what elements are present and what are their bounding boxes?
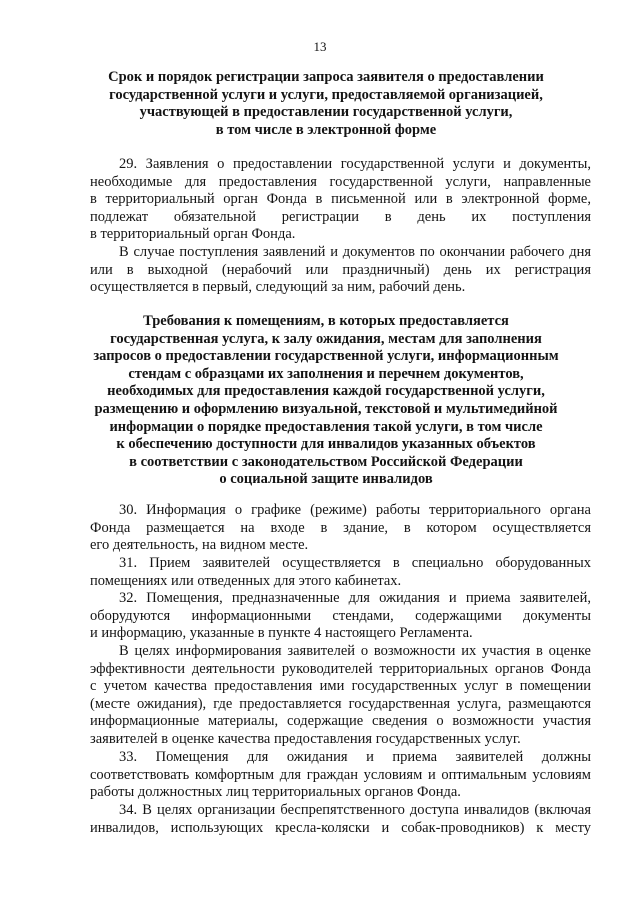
paragraph-line: оборудуются информационными стендами, содержащими документы — [90, 607, 591, 624]
heading-line: о социальной защите инвалидов — [219, 471, 433, 488]
paragraph-29 — [90, 156, 591, 244]
paragraph-line: 29. Заявления о предоставлении государственной услуги и документы, — [119, 156, 591, 172]
paragraph-line: его деятельность, на видном месте. — [90, 537, 309, 554]
page-number: 13 — [313, 39, 327, 54]
paragraph-line: или в выходной (нерабочий или праздничный) день их регистрация — [90, 261, 591, 278]
paragraph-line: эффективности деятельности руководителей территориальных органов Фонда — [90, 660, 591, 677]
heading-line: в соответствии с законодательством Российской Федерации — [129, 453, 523, 470]
paragraph-34 — [90, 802, 591, 837]
paragraph-line: В целях информирования заявителей о возможности их участия в оценке — [119, 643, 591, 659]
paragraph-line: в территориальный орган Фонда. — [90, 226, 296, 243]
heading-line: государственная услуга, к залу ожидания, местам для заполнения — [110, 330, 542, 347]
paragraph-line: В случае поступления заявлений и документов по окончании рабочего дня — [119, 244, 591, 260]
heading-line: участвующей в предоставлении государственной услуги, — [139, 104, 513, 121]
heading-line: Срок и порядок регистрации запроса заявителя о предоставлении — [108, 69, 544, 85]
section-heading-premises-requirements — [60, 313, 592, 489]
paragraph-line: 34. В целях организации беспрепятственного доступа инвалидов (включая — [119, 802, 591, 818]
heading-line: запросов о предоставлении государственной услуги, информационным — [93, 348, 559, 365]
paragraph-line: и информацию, указанные в пункте 4 настоящего Регламента. — [90, 625, 473, 642]
heading-line: размещению и оформлению визуальной, текстовой и мультимедийной — [94, 400, 558, 417]
heading-line: Требования к помещениям, в которых предоставляется — [143, 313, 509, 329]
heading-line: информации о порядке предоставления такой услуги, в том числе — [109, 418, 543, 435]
heading-line: к обеспечению доступности для инвалидов указанных объектов — [116, 436, 536, 453]
section-heading-registration — [60, 69, 592, 139]
heading-line: государственной услуги и услуги, предоставляемой организацией, — [109, 86, 543, 103]
paragraph-32 — [90, 590, 591, 643]
paragraph-line: осуществляется в первый, следующий за ним, рабочий день. — [90, 279, 466, 296]
paragraph-line: инвалидов, использующих кресла-коляски и собак-проводников) к месту — [90, 819, 591, 836]
heading-line: в том числе в электронной форме — [215, 121, 437, 138]
paragraph-line: помещениях или отведенных для этого кабинетах. — [90, 572, 402, 589]
paragraph-32-quality-assessment — [90, 643, 591, 749]
paragraph-line: необходимые для предоставления государственной услуги, направленные — [90, 173, 591, 190]
paragraph-30 — [90, 502, 591, 555]
paragraph-line: работы должностных лиц территориальных органов Фонда. — [90, 784, 461, 801]
paragraph-29-registration-timing — [90, 244, 591, 297]
paragraph-line: соответствовать комфортным для граждан условиям и оптимальным условиям — [90, 766, 591, 783]
paragraph-33 — [90, 749, 591, 802]
paragraph-line: 33. Помещения для ожидания и приема заявителей должны — [119, 749, 591, 765]
paragraph-31 — [90, 555, 591, 590]
heading-line: стендам с образцами их заполнения и перечнем документов, — [128, 365, 524, 382]
heading-line: необходимых для предоставления каждой государственной услуги, — [107, 383, 545, 400]
paragraph-line: (месте ожидания), где предоставляется государственная услуга, размещаются — [90, 695, 591, 712]
paragraph-line: 32. Помещения, предназначенные для ожидания и приема заявителей, — [119, 590, 591, 606]
paragraph-line: подлежат обязательной регистрации в день их поступления — [90, 208, 591, 225]
paragraph-line: информационные материалы, содержащие сведения о возможности участия — [90, 713, 591, 730]
paragraph-line: 30. Информация о графике (режиме) работы территориального органа — [119, 502, 591, 518]
paragraph-line: с учетом качества предоставления ими государственных услуг в помещении — [90, 678, 591, 695]
paragraph-line: заявителей в оценке качества предоставления государственных услуг. — [90, 730, 521, 747]
paragraph-line: Фонда размещается на входе в здание, в котором осуществляется — [90, 519, 591, 536]
paragraph-line: в территориальный орган Фонда в письменной или в электронной форме, — [90, 191, 591, 208]
paragraph-line: 31. Прием заявителей осуществляется в специально оборудованных — [119, 555, 591, 571]
